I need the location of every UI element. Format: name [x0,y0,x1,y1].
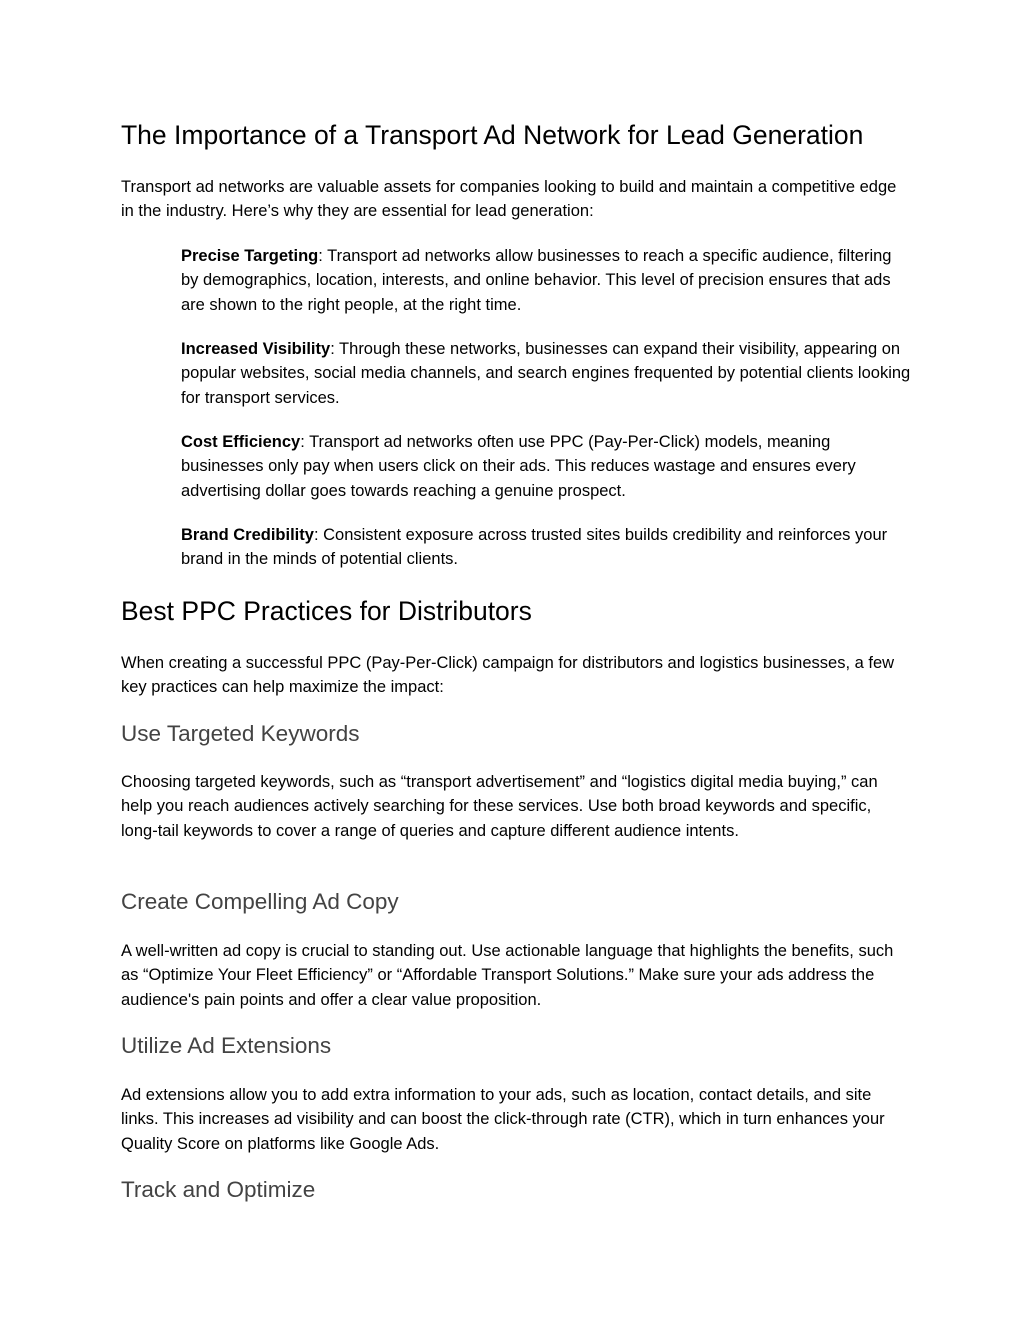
benefit-item-precise-targeting [181,244,911,317]
benefit-item-increased-visibility [181,337,911,410]
section-1-intro: Transport ad networks are valuable assets for companies looking to build and maintain a competitive edge in the industry. Here’s why they are essential for lead generation: [121,178,897,221]
benefit-item-brand-credibility [181,523,911,572]
benefit-term: Brand Credibility [181,526,314,544]
section-2-title: Best PPC Practices for Distributors [121,596,532,626]
benefit-text: : Transport ad networks often use PPC (Pay-Per-Click) models, meaning businesses only pay when users click on their ads. This reduces wastage and ensures every advertising dollar goes towards reaching a genuine prospect. [181,433,856,500]
benefit-item-cost-efficiency [181,430,911,503]
benefit-text: : Through these networks, businesses can expand their visibility, appearing on popular websites, social media channels, and search engines frequented by potential clients looking for transport services. [181,340,911,407]
benefit-term: Precise Targeting [181,247,319,265]
subsection-body-ad-copy: A well-written ad copy is crucial to standing out. Use actionable language that highlights the benefits, such as “Optimize Your Fleet Efficiency” or “Affordable Transport Solutions.” Make sure your ads address the audience's pain points and offer a clear value proposition. [121,942,894,1009]
benefit-text: : Transport ad networks allow businesses to reach a specific audience, filtering by demographics, location, interests, and online behavior. This level of precision ensures that ads are shown to the right people, at the right time. [181,247,892,314]
benefit-term: Increased Visibility [181,340,331,358]
benefit-text: : Consistent exposure across trusted sites builds credibility and reinforces your brand in the minds of potential clients. [181,526,888,569]
subsection-body-targeted-keywords: Choosing targeted keywords, such as “transport advertisement” and “logistics digital media buying,” can help you reach audiences actively searching for these services. Use both broad keywords and specific, long-tail keywords to cover a range of queries and capture different audience intents. [121,773,878,840]
benefit-term: Cost Efficiency [181,433,301,451]
subsection-heading-ad-extensions: Utilize Ad Extensions [121,1033,332,1058]
subsection-heading-track-optimize: Track and Optimize [121,1177,316,1202]
subsection-heading-targeted-keywords: Use Targeted Keywords [121,721,360,746]
section-2-intro: When creating a successful PPC (Pay-Per-Click) campaign for distributors and logistics businesses, a few key practices can help maximize the impact: [121,654,895,697]
subsection-body-ad-extensions: Ad extensions allow you to add extra information to your ads, such as location, contact details, and site links. This increases ad visibility and can boost the click-through rate (CTR), which in turn enhances your Quality Score on platforms like Google Ads. [121,1086,885,1153]
subsection-heading-ad-copy: Create Compelling Ad Copy [121,889,399,914]
section-1-title: The Importance of a Transport Ad Network for Lead Generation [121,120,864,150]
